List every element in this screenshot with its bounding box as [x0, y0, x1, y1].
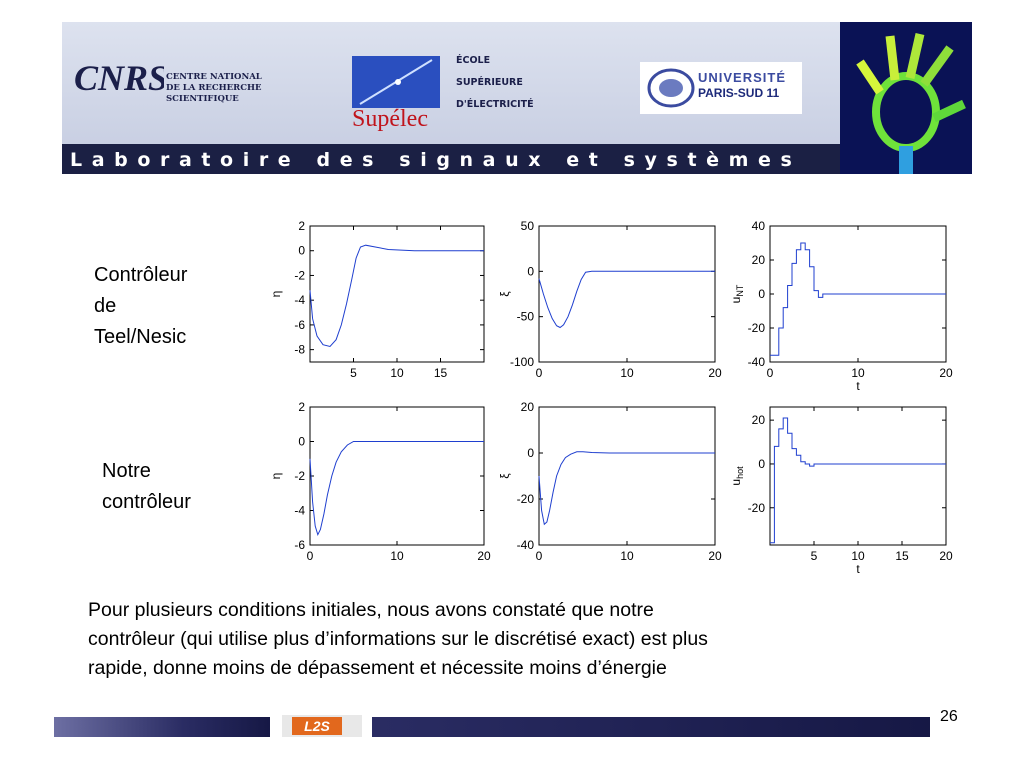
x-tick-label: 10 — [620, 549, 634, 563]
y-tick-label: -20 — [747, 321, 765, 335]
y-tick-label: 20 — [751, 413, 765, 428]
row-label-line: Notre — [102, 460, 151, 482]
y-axis-label: $u_{NT}$ — [729, 284, 745, 304]
footer-bar-right — [372, 717, 930, 737]
cnrs-text — [166, 72, 262, 105]
row-label-line: de — [94, 295, 117, 317]
y-tick-label: 2 — [298, 219, 305, 233]
y-tick-label: -20 — [747, 500, 765, 515]
y-tick-label: 0 — [298, 243, 305, 258]
ecole-text-line: D'ÉLECTRICITÉ — [456, 99, 534, 110]
plot-notre-xi — [498, 400, 722, 563]
x-tick-label: 20 — [477, 549, 491, 563]
x-tick-label: 0 — [535, 549, 543, 563]
x-axis-label: t — [856, 562, 860, 576]
plot-frame — [310, 226, 484, 362]
y-tick-label: 50 — [520, 219, 534, 233]
conclusion-text — [88, 596, 908, 683]
supelec-wordmark: Supélec — [352, 106, 428, 132]
l2s-logo — [282, 715, 362, 737]
plot-teel-eta — [269, 219, 484, 380]
y-tick-label: -40 — [747, 355, 765, 369]
y-tick-label: -4 — [294, 503, 305, 518]
x-tick-label: 15 — [895, 549, 909, 563]
x-tick-label: 20 — [939, 366, 953, 380]
row-label-line: Teel/Nesic — [94, 326, 187, 348]
header-banner — [62, 22, 972, 174]
plot-frame — [770, 407, 946, 545]
paris-sud-logo — [640, 62, 802, 114]
y-tick-label: -50 — [516, 309, 534, 324]
row-label-line: contrôleur — [102, 491, 191, 513]
y-tick-label: 40 — [751, 219, 765, 233]
x-tick-label: 20 — [708, 549, 722, 563]
plot-teel-xi — [498, 219, 722, 380]
y-tick-label: 0 — [527, 446, 534, 460]
plot-notre-eta — [269, 400, 491, 563]
plot-notre-u — [729, 407, 953, 576]
y-axis-label: ξ — [498, 291, 512, 297]
y-axis-label: η — [269, 472, 283, 480]
row-label-notre — [102, 456, 191, 518]
y-axis-label: $u_{hot}$ — [729, 466, 745, 486]
conclusion-line: rapide, donne moins de dépassement et nécessite moins d’énergie — [88, 657, 667, 679]
x-tick-label: 10 — [851, 549, 865, 563]
conclusion-line: Pour plusieurs conditions initiales, nous avons constaté que notre — [88, 599, 654, 621]
row-label-teel-nesic — [94, 260, 187, 353]
cnrs-logo-text: CNRS — [74, 58, 164, 98]
y-tick-label: -100 — [509, 355, 534, 369]
y-axis-label: η — [269, 290, 283, 298]
cnrs-logo — [72, 48, 164, 123]
cnrs-text-line: CENTRE NATIONAL — [166, 72, 262, 82]
x-tick-label: 10 — [851, 366, 865, 380]
l2s-logo-text: L2S — [292, 717, 342, 735]
y-tick-label: -8 — [294, 342, 305, 357]
row-label-line: Contrôleur — [94, 264, 188, 286]
x-tick-label: 20 — [708, 366, 722, 380]
plot-frame — [310, 407, 484, 545]
x-tick-label: 10 — [390, 549, 404, 563]
x-tick-label: 0 — [535, 366, 543, 380]
y-tick-label: -20 — [516, 492, 534, 506]
x-tick-label: 0 — [766, 366, 774, 380]
x-tick-label: 10 — [390, 366, 404, 380]
y-tick-label: 0 — [527, 264, 534, 279]
x-tick-label: 0 — [306, 549, 314, 563]
y-tick-label: -2 — [294, 268, 305, 283]
y-axis-label: ξ — [498, 473, 512, 479]
y-tick-label: 2 — [298, 400, 305, 414]
plot-teel-u — [729, 219, 953, 393]
y-tick-label: 0 — [758, 287, 765, 301]
y-tick-label: 20 — [520, 400, 534, 414]
page-number: 26 — [940, 708, 958, 725]
y-tick-label: -4 — [294, 293, 305, 308]
x-tick-label: 15 — [433, 366, 448, 380]
plot-frame — [539, 407, 715, 545]
x-tick-label: 20 — [939, 549, 953, 563]
y-tick-label: 0 — [758, 456, 765, 471]
lab-name-strip — [62, 144, 842, 174]
lab-name: Laboratoire des signaux et systèmes — [70, 149, 802, 171]
y-tick-label: -6 — [294, 317, 305, 332]
ecole-text-line: SUPÉRIEURE — [456, 77, 523, 88]
cnrs-text-line: SCIENTIFIQUE — [166, 94, 239, 104]
cnrs-text-line: DE LA RECHERCHE — [166, 83, 262, 93]
x-tick-label: 5 — [350, 366, 357, 380]
ecole-text — [456, 50, 534, 116]
supelec-logo-graphic — [352, 56, 440, 108]
university-line2: PARIS-SUD 11 — [698, 86, 780, 100]
y-tick-label: 0 — [298, 434, 305, 449]
x-tick-label: 5 — [810, 549, 818, 563]
hand-thermal-image — [840, 22, 972, 174]
y-tick-label: -6 — [294, 538, 305, 552]
ecole-text-line: ÉCOLE — [456, 55, 491, 66]
y-tick-label: 20 — [751, 253, 765, 267]
x-tick-label: 10 — [620, 366, 634, 380]
plot-frame — [539, 226, 715, 362]
university-line1: UNIVERSITÉ — [698, 70, 787, 85]
conclusion-line: contrôleur (qui utilise plus d’informations sur le discrétisé exact) est plus — [88, 628, 708, 650]
footer-bar-left — [54, 717, 270, 737]
x-axis-label: t — [856, 379, 860, 393]
y-tick-label: -2 — [294, 469, 305, 483]
y-tick-label: -40 — [516, 538, 534, 552]
